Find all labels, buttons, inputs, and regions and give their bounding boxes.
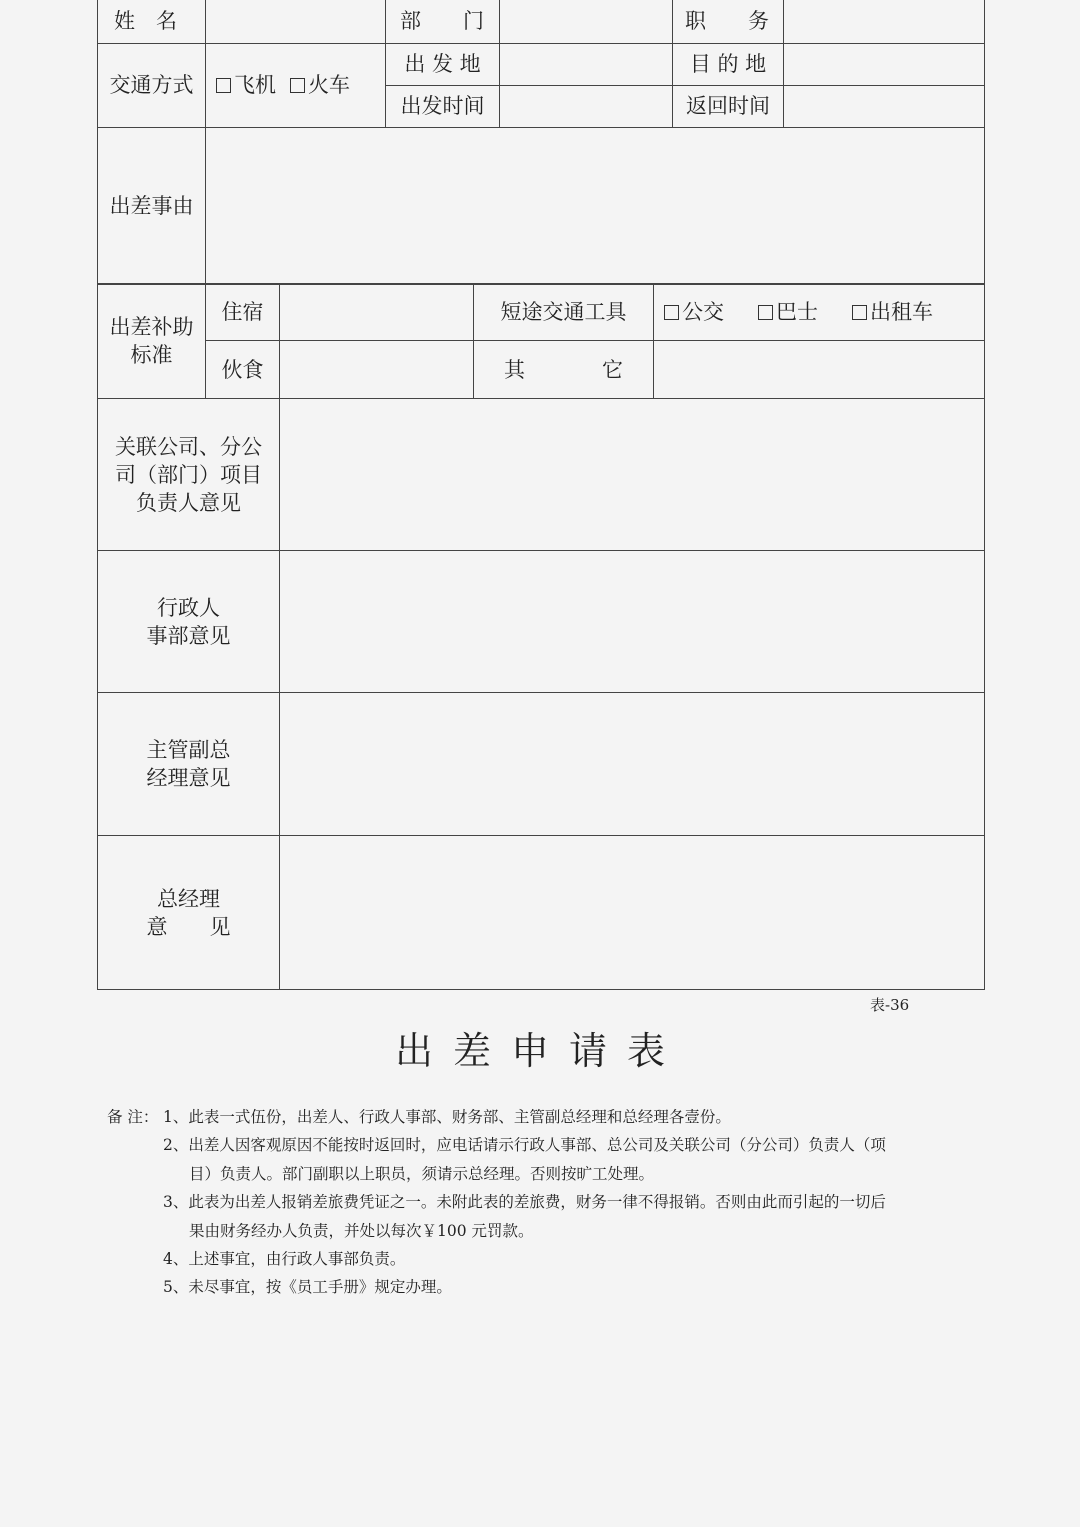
approval-vp-label: 主管副总 经理意见 <box>98 693 280 836</box>
form-top-grid <box>97 0 985 285</box>
short-transport-options <box>654 284 985 341</box>
note-text: 4、上述事宜，由行政人事部负责。 <box>163 1250 406 1269</box>
checkbox-icon <box>216 78 231 93</box>
meals-field[interactable] <box>280 341 474 399</box>
note-item <box>107 1273 927 1301</box>
checkbox-icon <box>852 305 867 320</box>
approval-related-label: 关联公司、分公 司（部门）项目 负责人意见 <box>98 399 280 551</box>
other-label <box>474 341 654 399</box>
checkbox-plane[interactable] <box>216 71 276 99</box>
approval-gm-field[interactable] <box>280 836 985 990</box>
short-transport-label: 短途交通工具 <box>474 284 654 341</box>
note-item <box>107 1160 927 1188</box>
departure-time-field[interactable] <box>500 85 673 127</box>
reason-field[interactable] <box>206 127 985 284</box>
dept-label: 部 门 <box>386 0 500 43</box>
approval-gm-label: 总经理 意 见 <box>98 836 280 990</box>
other-label-a: 其 <box>504 357 525 382</box>
lodging-field[interactable] <box>280 284 474 341</box>
destination-label: 目 的 地 <box>673 43 784 85</box>
checkbox-train[interactable] <box>290 71 350 99</box>
other-field[interactable] <box>654 341 985 399</box>
other-label-b: 它 <box>602 357 623 382</box>
notes-section <box>107 1103 927 1302</box>
note-text: 3、此表为出差人报销差旅费凭证之一。未附此表的差旅费，财务一律不得报销。否则由此而引起的一切后 <box>163 1193 886 1212</box>
approval-admin-field[interactable] <box>280 551 985 693</box>
departure-place-label: 出 发 地 <box>386 43 500 85</box>
reason-label: 出差事由 <box>98 127 206 284</box>
checkbox-bus-label: 公交 <box>682 300 724 325</box>
lodging-label: 住宿 <box>206 284 280 341</box>
allowance-label: 出差补助 标准 <box>98 284 206 399</box>
approval-related-field[interactable] <box>280 399 985 551</box>
note-item <box>107 1188 927 1216</box>
allowance-grid <box>97 283 985 399</box>
name-field[interactable] <box>206 0 386 43</box>
approval-admin-label: 行政人 事部意见 <box>98 551 280 693</box>
checkbox-coach-label: 巴士 <box>776 300 818 325</box>
approval-grid <box>97 398 985 990</box>
checkbox-bus[interactable] <box>664 298 724 326</box>
page-title: 出差申请表 <box>394 1029 685 1073</box>
note-text: 5、未尽事宜，按《员工手册》规定办理。 <box>163 1278 452 1297</box>
position-label: 职 务 <box>673 0 784 43</box>
destination-field[interactable] <box>784 43 985 85</box>
checkbox-icon <box>290 78 305 93</box>
checkbox-taxi-label: 出租车 <box>870 300 933 325</box>
note-item <box>107 1103 927 1131</box>
note-text: 目）负责人。部门副职以上职员，须请示总经理。否则按旷工处理。 <box>189 1164 655 1183</box>
form-number: 表-36 <box>870 996 910 1014</box>
checkbox-plane-label: 飞机 <box>234 73 276 97</box>
note-text: 2、出差人因客观原因不能按时返回时，应电话请示行政人事部、总公司及关联公司（分公司）负责人（项 <box>163 1136 886 1155</box>
note-text: 果由财务经办人负责，并处以每次￥100 元罚款。 <box>189 1221 534 1240</box>
checkbox-coach[interactable] <box>758 298 818 326</box>
checkbox-icon <box>664 305 679 320</box>
checkbox-train-label: 火车 <box>308 73 350 97</box>
checkbox-icon <box>758 305 773 320</box>
meals-label: 伙食 <box>206 341 280 399</box>
position-field[interactable] <box>784 0 985 43</box>
note-item <box>107 1245 927 1273</box>
note-item <box>107 1217 927 1245</box>
name-label: 姓 名 <box>98 0 206 43</box>
return-time-field[interactable] <box>784 85 985 127</box>
checkbox-taxi[interactable] <box>852 298 933 326</box>
note-item <box>107 1131 927 1159</box>
return-time-label: 返回时间 <box>673 85 784 127</box>
transport-options <box>206 43 386 127</box>
dept-field[interactable] <box>500 0 673 43</box>
approval-vp-field[interactable] <box>280 693 985 836</box>
transport-label: 交通方式 <box>98 43 206 127</box>
departure-time-label: 出发时间 <box>386 85 500 127</box>
note-text: 1、此表一式伍份，出差人、行政人事部、财务部、主管副总经理和总经理各壹份。 <box>163 1108 731 1126</box>
notes-prefix: 备 注： <box>107 1108 159 1126</box>
departure-place-field[interactable] <box>500 43 673 85</box>
travel-request-form <box>97 0 985 990</box>
